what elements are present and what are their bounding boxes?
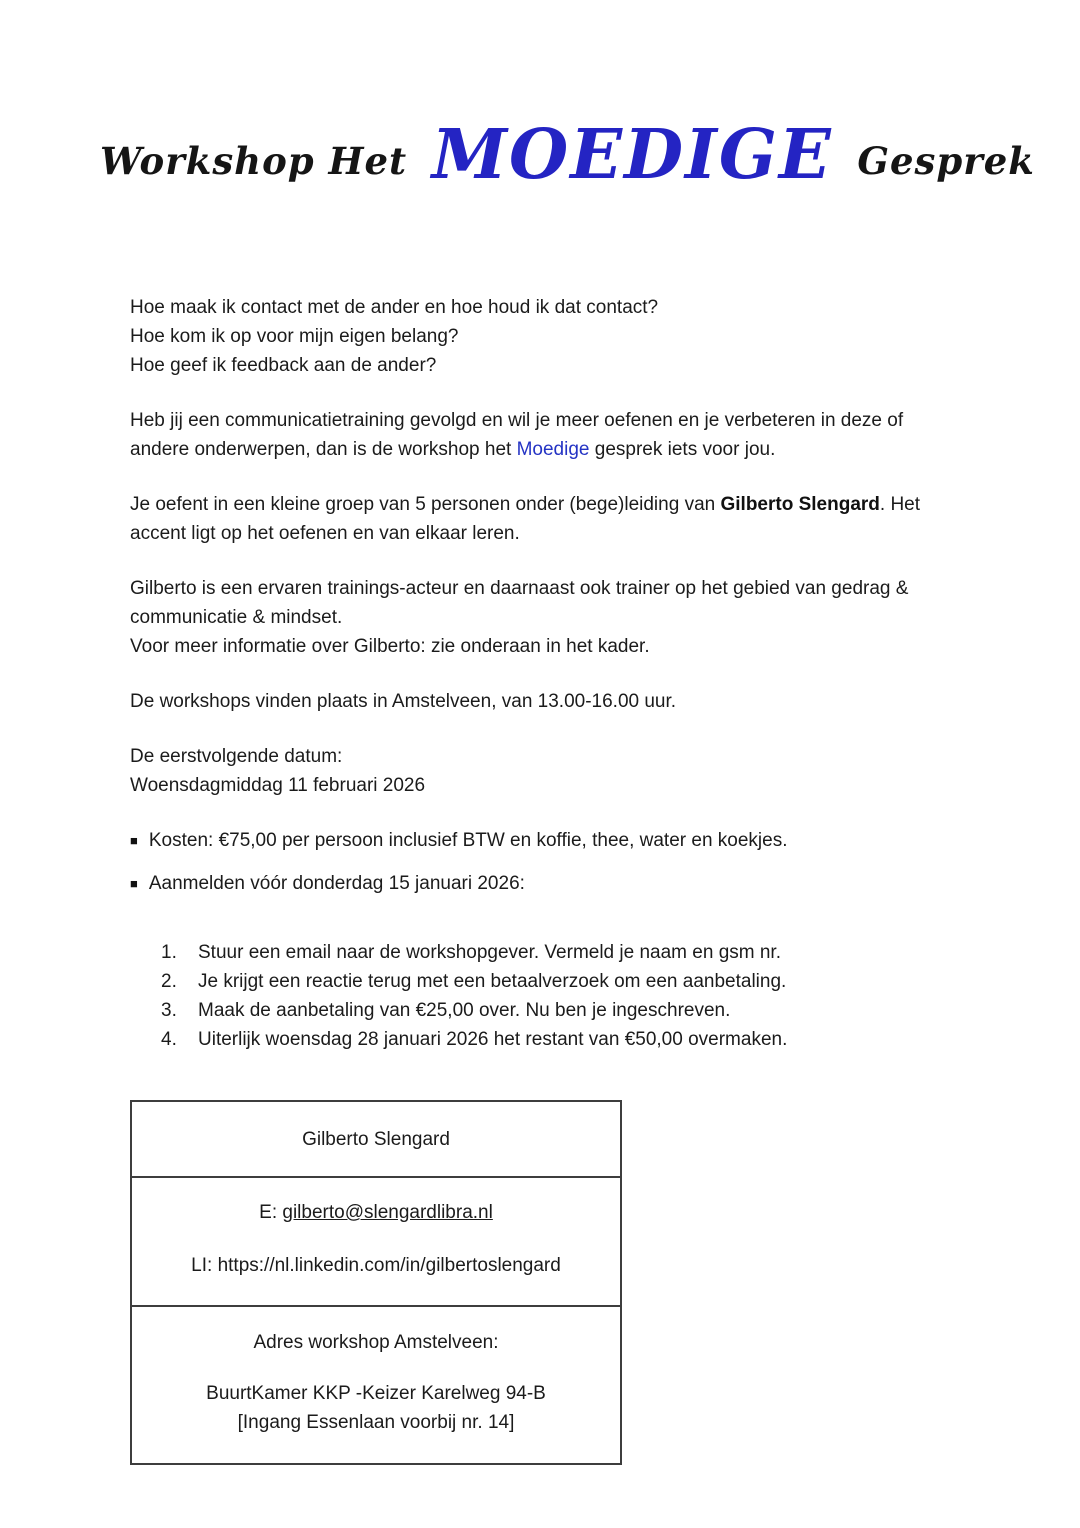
linkedin-row <box>132 1251 620 1280</box>
about-trainer-paragraph <box>130 574 945 661</box>
step-text: Uiterlijk woensdag 28 januari 2026 het restant van €50,00 overmaken. <box>198 1029 788 1050</box>
list-item <box>130 938 945 967</box>
signup-steps-list <box>130 938 945 1054</box>
trainer-name-label: Gilberto Slengard <box>302 1129 450 1150</box>
trainer-name: Gilberto Slengard <box>720 494 880 515</box>
square-bullet-icon: ■ <box>130 876 138 891</box>
signup-bullet <box>130 869 945 898</box>
group-text: Je oefent in een kleine groep van 5 personen onder (bege)leiding van <box>130 494 721 515</box>
info-box-contact-cell <box>132 1176 620 1305</box>
title-highlight: MOEDIGE <box>431 115 833 195</box>
question-line: Hoe geef ik feedback aan de ander? <box>130 355 437 376</box>
signup-text: Aanmelden vóór donderdag 15 januari 2026: <box>148 873 525 894</box>
linkedin-url[interactable]: https://nl.linkedin.com/in/gilbertoslengard <box>217 1255 561 1276</box>
location-paragraph: De workshops vinden plaats in Amstelveen, van 13.00-16.00 uur. <box>130 691 677 712</box>
invite-paragraph <box>130 406 945 464</box>
address-title: Adres workshop Amstelveen: <box>253 1332 499 1353</box>
step-text: Je krijgt een reactie terug met een betaalverzoek om een aanbetaling. <box>198 971 787 992</box>
next-date-value: Woensdagmiddag 11 februari 2026 <box>130 775 426 796</box>
document-body <box>130 293 945 1465</box>
linkedin-label: LI: <box>191 1255 218 1276</box>
info-box-address-cell <box>132 1305 620 1463</box>
group-text-after: . Het accent ligt op het oefenen en van elkaar leren. <box>130 494 921 544</box>
step-number: 1. <box>161 942 177 963</box>
email-row <box>132 1198 620 1227</box>
about-line-2: Voor meer informatie over Gilberto: zie onderaan in het kader. <box>130 636 650 657</box>
step-text: Maak de aanbetaling van €25,00 over. Nu ben je ingeschreven. <box>198 1000 731 1021</box>
title-prefix: Workshop Het <box>100 139 408 183</box>
list-item <box>130 1025 945 1054</box>
trainer-info-box <box>130 1100 622 1465</box>
step-number: 3. <box>161 1000 177 1021</box>
list-item <box>130 967 945 996</box>
email-label: E: <box>259 1202 283 1223</box>
address-lines <box>132 1379 620 1437</box>
question-line: Hoe kom ik op voor mijn eigen belang? <box>130 326 459 347</box>
step-number: 4. <box>161 1029 177 1050</box>
address-line-2: [Ingang Essenlaan voorbij nr. 14] <box>237 1412 515 1433</box>
step-text: Stuur een email naar de workshopgever. Vermeld je naam en gsm nr. <box>198 942 781 963</box>
address-line-1: BuurtKamer KKP -Keizer Karelweg 94-B <box>206 1383 546 1404</box>
cost-bullet <box>130 826 945 855</box>
date-paragraph <box>130 742 945 800</box>
invite-highlight-word: Moedige <box>516 439 590 460</box>
intro-questions <box>130 293 945 380</box>
next-date-label: De eerstvolgende datum: <box>130 746 343 767</box>
square-bullet-icon: ■ <box>130 833 138 848</box>
email-link[interactable]: gilberto@slengardlibra.nl <box>282 1202 493 1223</box>
invite-text: Heb jij een communicatietraining gevolgd en wil je meer oefenen en je verbeteren in deze of andere onderwerpen, dan is de workshop het <box>130 410 904 460</box>
cost-text: Kosten: €75,00 per persoon inclusief BTW en koffie, thee, water en koekjes. <box>148 830 788 851</box>
question-line: Hoe maak ik contact met de ander en hoe houd ik dat contact? <box>130 297 659 318</box>
about-line-1: Gilberto is een ervaren trainings-acteur en daarnaast ook trainer op het gebied van gedrag & communicatie & mindset. <box>130 578 909 628</box>
info-box-name-cell <box>132 1102 620 1176</box>
title-suffix: Gesprek <box>857 139 1035 183</box>
list-item <box>130 996 945 1025</box>
invite-text-after: gesprek iets voor jou. <box>589 439 776 460</box>
step-number: 2. <box>161 971 177 992</box>
document-title <box>100 112 1035 211</box>
group-paragraph <box>130 490 945 548</box>
